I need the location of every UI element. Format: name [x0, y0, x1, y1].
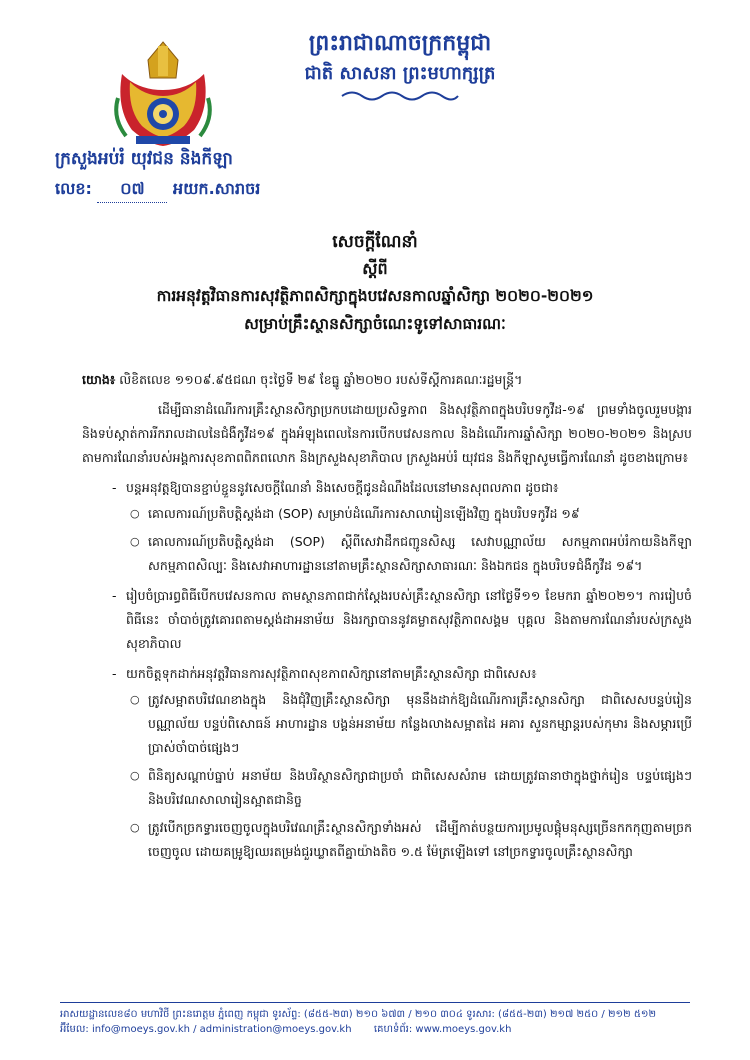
- reference-line: [82, 368, 692, 392]
- page-footer: [60, 1002, 690, 1037]
- sub-list-item: ○ ពិនិត្យសណ្តាប់ធ្នាប់ អនាម័យ និងបរិស្ថានសិក្សាជាប្រចាំ ជាពិសេសសំរាម ដោយត្រូវធានាថាក្នុងថ្នាក់រៀន បន្ទប់ផ្សេងៗ និងបរិវេណសាលារៀនស្អាតជានិច្ច: [148, 764, 692, 812]
- website-label: គេហទំព័រ:: [373, 1024, 413, 1035]
- list-item: [126, 662, 692, 864]
- email-link[interactable]: info@moeys.gov.kh / administration@moeys.gov.kh: [91, 1024, 352, 1035]
- reference-label: យោង៖: [82, 372, 116, 387]
- kingdom-name: ព្រះរាជាណាចក្រកម្ពុជា: [308, 31, 492, 56]
- footer-contacts: [60, 1022, 690, 1037]
- sub-list-item: ○ ត្រូវបើកច្រកទ្វារចេញចូលក្នុងបរិវេណគ្រឹះស្ថានសិក្សាទាំងអស់ ដើម្បីកាត់បន្ថយការប្រមូលផ្តុំមនុស្សច្រើនកកកុញតាមច្រកចេញចូល ដោយគម្រូឱ្យឈរតម្រង់ជួរឃ្លាតពីគ្នាយ៉ាងតិច ១.៥ ម៉ែត្រឡើងទៅ នៅច្រកទ្វារចូលគ្រឹះស្ថានសិក្សា: [148, 816, 692, 864]
- email-label: អ៊ីមែល:: [60, 1024, 89, 1035]
- kingdom-heading: [270, 28, 530, 107]
- ref-label: លេខ:: [55, 179, 92, 198]
- sub-list: [126, 688, 692, 864]
- title-line-2: ស្តីពី: [362, 259, 388, 278]
- website-link[interactable]: www.moeys.gov.kh: [415, 1024, 512, 1035]
- list-item: [126, 584, 692, 656]
- title-line-4: សម្រាប់គ្រឹះស្ថានសិក្សាចំណេះទូទៅសាធារណៈ: [244, 315, 506, 333]
- sub-list-item: ○ ត្រូវសម្អាតបរិវេណខាងក្នុង និងជុំវិញគ្រឹះស្ថានសិក្សា មុននឹងដាក់ឱ្យដំណើរការគ្រឹះស្ថានសិក្សា ជាពិសេសបន្ទប់រៀន បណ្ណាល័យ បន្ទប់ពិសោធន៍ អាហារដ្ឋាន បង្គន់អនាម័យ កន្លែងលាងសម្អាតដៃ អគារ សួនកម្សាន្តរបស់កុមារ និងសម្ភារប្រើប្រាស់ចាំបាច់ផ្សេងៗ: [148, 688, 692, 760]
- list-item: [126, 476, 692, 578]
- item-3-text: យកចិត្តទុកដាក់អនុវត្តវិធានការសុវត្ថិភាពសុខភាពសិក្សានៅតាមគ្រឹះស្ថានសិក្សា ជាពិសេស៖: [126, 666, 537, 681]
- ref-number: ០៧: [97, 178, 167, 203]
- sub-list-item: ○ គោលការណ៍ប្រតិបត្តិស្តង់ដា (SOP) ស្តីពីសេវាដឹកជញ្ជូនសិស្ស សេវាបណ្ណាល័យ សកម្មភាពអប់រំកាយនិងកីឡា សកម្មភាពសិល្បៈ និងសេវាអាហារដ្ឋាននៅតាមគ្រឹះស្ថានសិក្សាសាធារណៈ និងឯកជន ក្នុងបរិបទជំងឺកូវីដ ១៩។: [148, 530, 692, 578]
- instruction-list: [82, 476, 692, 864]
- ministry-name: ក្រសួងអប់រំ យុវជន និងកីឡា: [55, 149, 233, 169]
- item-2-text: រៀបចំប្រារព្ធពិធីបើកបវេសនកាល តាមស្ថានភាពជាក់ស្តែងរបស់គ្រឹះស្ថានសិក្សា នៅថ្ងៃទី១១ ខែមករា ឆ្នាំ២០២១។ ការរៀបចំពិធីនេះ ចាំបាច់ត្រូវគោរពតាមស្តង់ដាអនាម័យ និងរក្សាបាននូវគម្លាតសុវត្ថិភាពសង្គម បុគ្គល និងតាមការណែនាំរបស់ក្រសួងសុខាភិបាល: [126, 588, 692, 651]
- document-title: [40, 228, 710, 338]
- item-1-text: បន្តអនុវត្តឱ្យបានខ្ជាប់ខ្ជួននូវសេចក្តីណែនាំ និងសេចក្តីជូនដំណឹងដែលនៅមានសុពលភាព ដូចជា៖: [126, 480, 559, 495]
- ref-suffix: អយក.សារាចរ: [173, 179, 261, 198]
- sub-list: [126, 502, 692, 578]
- title-line-3: ការអនុវត្តវិធានការសុវត្ថិភាពសិក្សាក្នុងបវេសនកាលឆ្នាំសិក្សា ២០២០-២០២១: [156, 287, 594, 305]
- reference-number: [55, 178, 260, 203]
- document-body: [82, 368, 692, 870]
- reference-text: លិខិតលេខ ១១០៩.៩៥ជណ ចុះថ្ងៃទី ២៩ ខែធ្នូ ឆ្នាំ២០២០ របស់ទីស្តីការគណៈរដ្ឋមន្ត្រី។: [119, 372, 523, 387]
- ornament-divider-icon: [340, 89, 460, 103]
- footer-address: អាសយដ្ឋានលេខ៨០ មហាវិថី ព្រះនរោត្តម ភ្នំពេញ កម្ពុជា ទូរស័ព្ទ: (៨៥៥-២៣) ២១០ ៦៧៣ / ២១០ ៣០៤ ទូរសារ: (៨៥៥-២៣) ២១៧ ២៥០ / ២១២ ៥១២: [60, 1009, 657, 1020]
- kingdom-motto: ជាតិ សាសនា ព្រះមហាក្សត្រ: [304, 63, 496, 84]
- title-line-1: សេចក្តីណែនាំ: [332, 232, 418, 252]
- sub-list-item: ○ គោលការណ៍ប្រតិបត្តិស្តង់ដា (SOP) សម្រាប់ដំណើរការសាលារៀនឡើងវិញ ក្នុងបរិបទកូវីដ ១៩: [148, 502, 692, 526]
- intro-paragraph: ដើម្បីធានាដំណើរការគ្រឹះស្ថានសិក្សាប្រកបដោយប្រសិទ្ធភាព និងសុវត្ថិភាពក្នុងបរិបទកូវីដ-១៩ ព្រមទាំងចូលរួមបង្ការ និងទប់ស្កាត់ការរីករាលដាលនៃជំងឺកូវីដ១៩ ក្នុងអំឡុងពេលនៃការបើកបវេសនកាល និងដំណើរការឆ្នាំសិក្សា ២០២០-២០២១ និងស្របតាមការណែនាំរបស់អង្គការសុខភាពពិភពលោក និងក្រសួងសុខាភិបាល ក្រសួងអប់រំ យុវជន និងកីឡាសូមធ្វើការណែនាំ ដូចខាងក្រោម៖: [82, 402, 692, 465]
- ministry-emblem-icon: [108, 38, 218, 150]
